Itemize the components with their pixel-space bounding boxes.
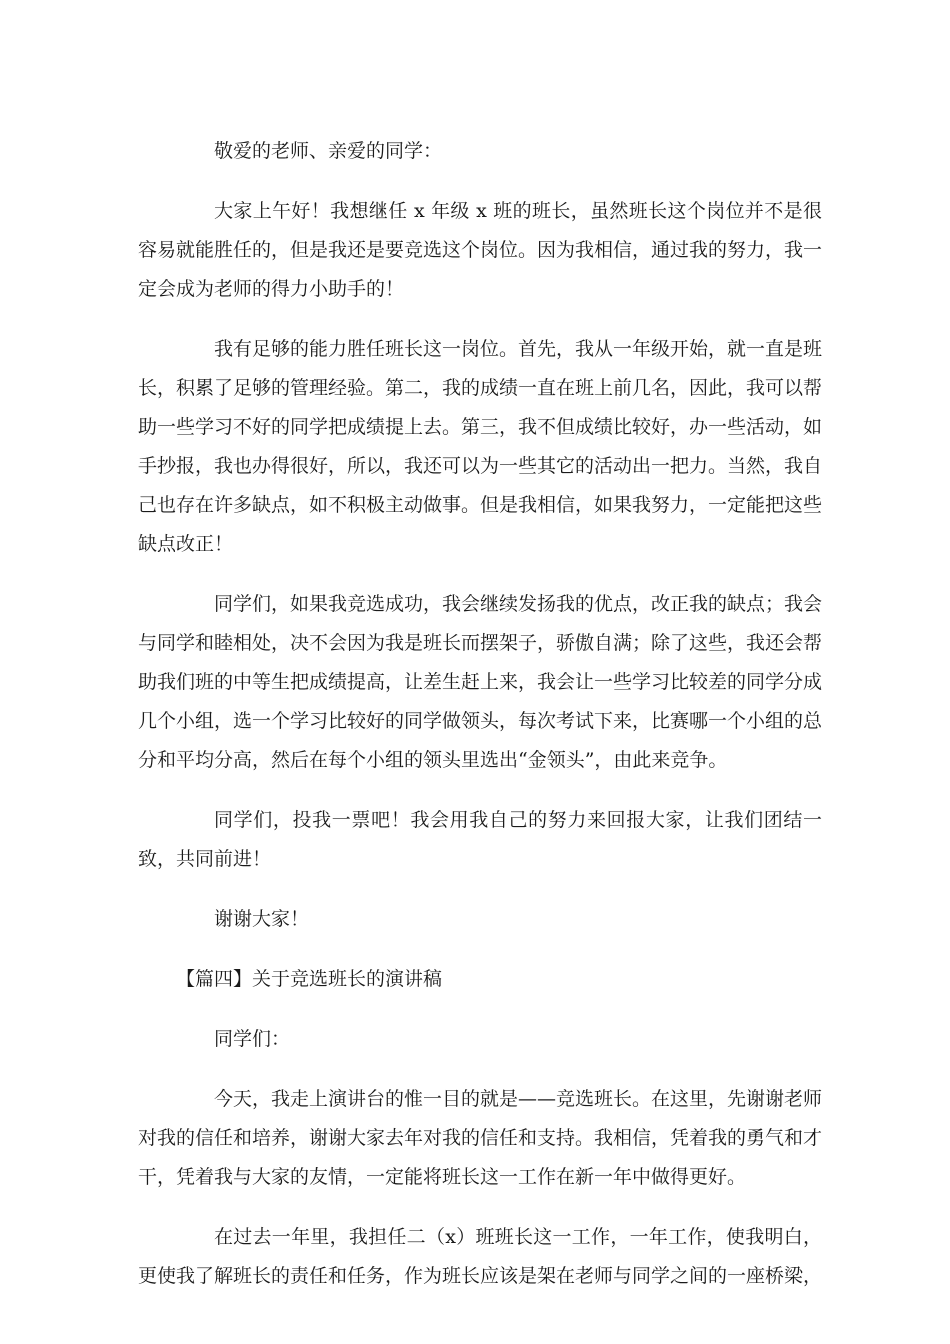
paragraph-intro: 大家上午好！我想继任 x 年级 x 班的班长，虽然班长这个岗位并不是很容易就能胜任的，但是我还是要竞选这个岗位。因为我相信，通过我的努力，我一定会成为老师的得力小助手的！ [138, 200, 823, 300]
paragraph-promise: 同学们，如果我竞选成功，我会继续发扬我的优点，改正我的缺点；我会与同学和睦相处，决不会因为我是班长而摆架子，骄傲自满；除了这些，我还会帮助我们班的中等生把成绩提高，让差生赶上来，我会让一些学习比较差的同学分成几个小组，选一个学习比较好的同学做领头，每次考试下来，比赛哪一个小组的总分和平均分高，然后在每个小组的领头里选出“金领头”，由此来竞争。 [138, 593, 823, 771]
paragraph-ability: 我有足够的能力胜任班长这一岗位。首先，我从一年级开始，就一直是班长，积累了足够的管理经验。第二，我的成绩一直在班上前几名，因此，我可以帮助一些学习不好的同学把成绩提上去。第三，我不但成绩比较好，办一些活动，如手抄报，我也办得很好，所以，我还可以为一些其它的活动出一把力。当然，我自己也存在许多缺点，如不积极主动做事。但是我相信，如果我努力，一定能把这些缺点改正！ [138, 338, 823, 555]
paragraph-thanks: 谢谢大家！ [214, 908, 310, 930]
salutation: 敬爱的老师、亲爱的同学： [214, 140, 443, 162]
salutation-2: 同学们： [214, 1028, 291, 1050]
paragraph-vote: 同学们，投我一票吧！我会用我自己的努力来回报大家，让我们团结一致，共同前进！ [138, 809, 822, 870]
section-heading: 【篇四】关于竞选班长的演讲稿 [176, 968, 443, 990]
paragraph-past-year: 在过去一年里，我担任二（x）班班长这一工作，一年工作，使我明白，更使我了解班长的责任和任务，作为班长应该是架在老师与同学之间的一座桥梁， [138, 1226, 823, 1287]
document-body [138, 132, 822, 1317]
paragraph-today: 今天，我走上演讲台的惟一目的就是——竞选班长。在这里，先谢谢老师对我的信任和培养，谢谢大家去年对我的信任和支持。我相信，凭着我的勇气和才干，凭着我与大家的友情，一定能将班长这一工作在新一年中做得更好。 [138, 1088, 823, 1188]
